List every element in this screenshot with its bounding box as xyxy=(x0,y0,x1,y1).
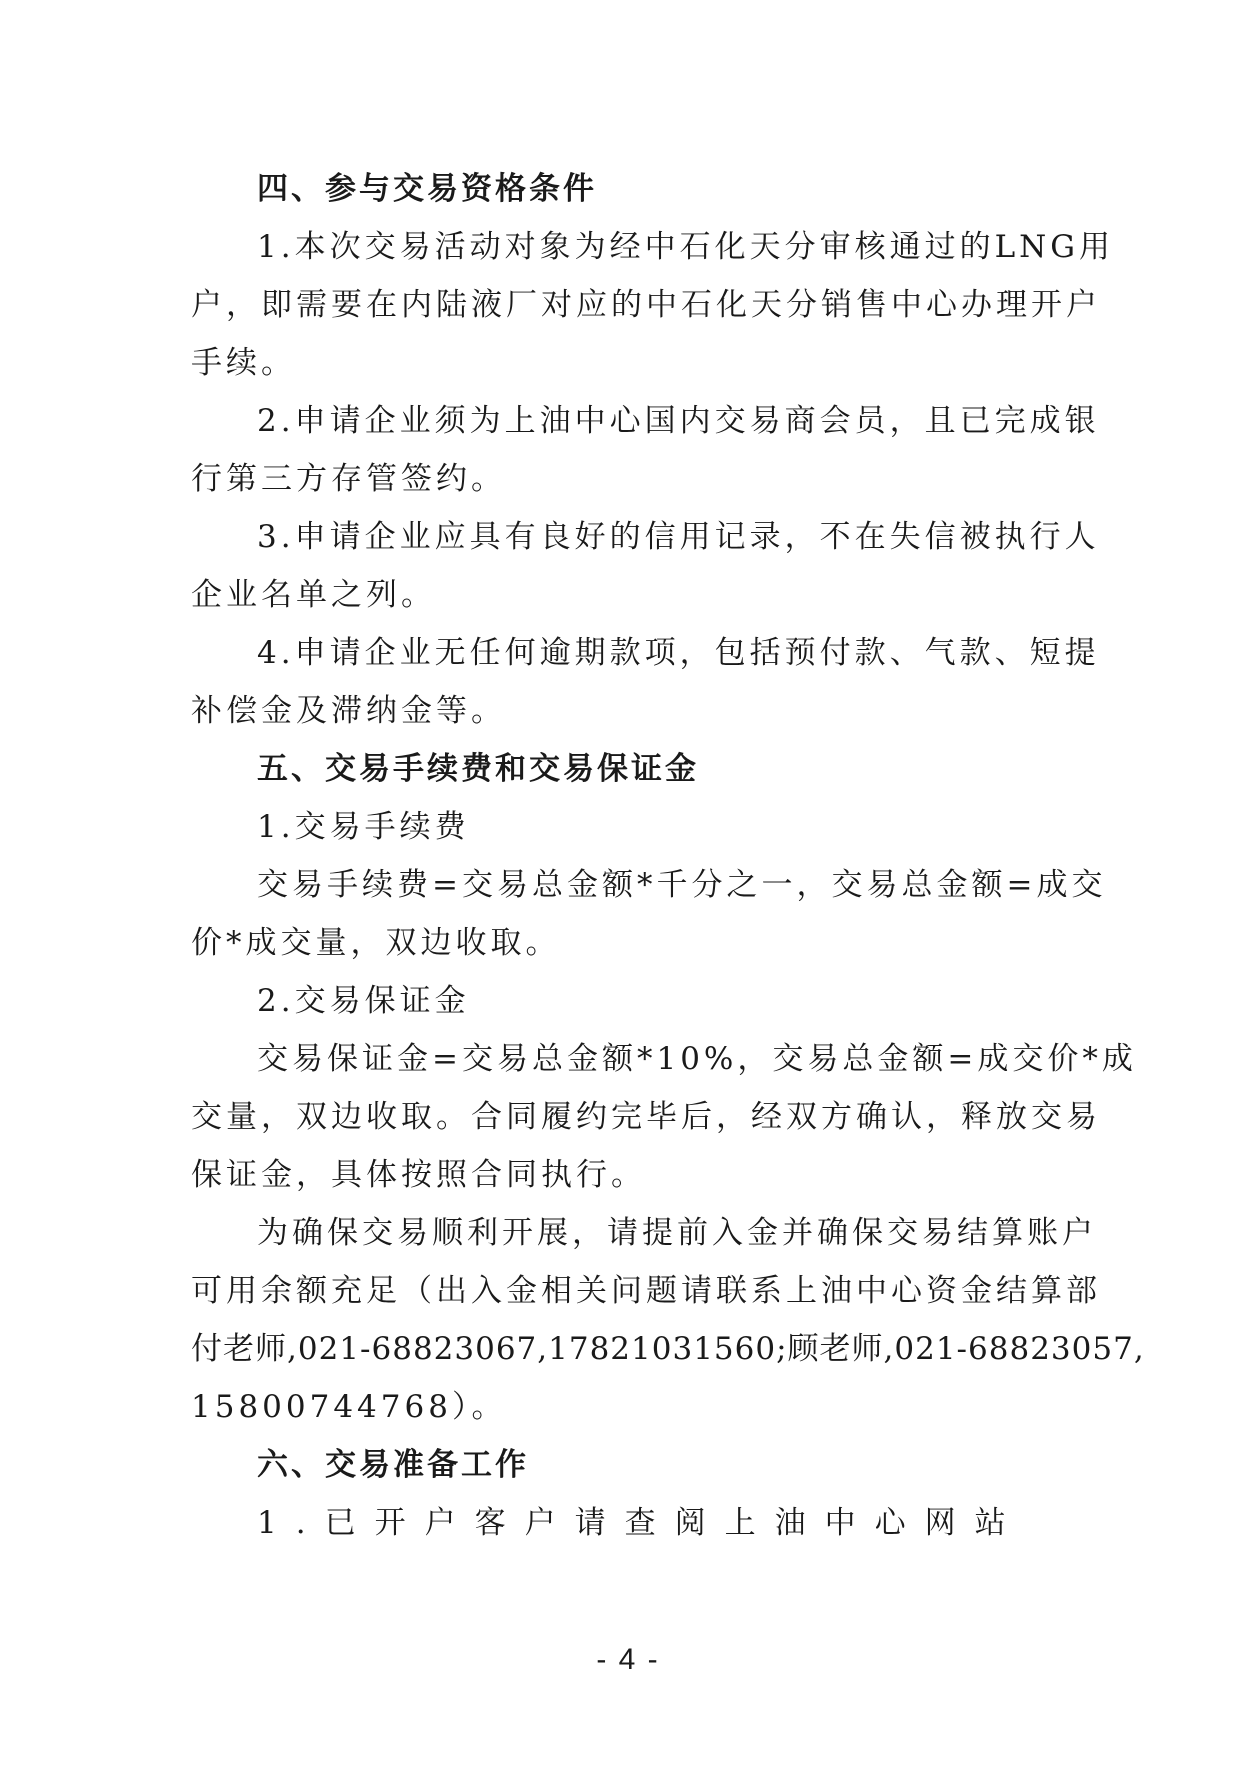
paragraph-line: 为确保交易顺利开展，请提前入金并确保交易结算账户 xyxy=(257,1215,1097,1251)
section-heading-4: 四、参与交易资格条件 xyxy=(257,171,597,207)
paragraph-line: 2.申请企业须为上油中心国内交易商会员，且已完成银 xyxy=(257,403,1100,439)
document-body xyxy=(191,160,1145,1552)
paragraph-line: 保证金，具体按照合同执行。 xyxy=(191,1157,646,1193)
paragraph-line: 1.本次交易活动对象为经中石化天分审核通过的LNG用 xyxy=(257,229,1115,265)
subheading-line: 2.交易保证金 xyxy=(257,983,470,1019)
paragraph-line: 手续。 xyxy=(191,345,296,381)
page-number: - 4 - xyxy=(596,1643,660,1676)
paragraph-line: 交易手续费=交易总金额*千分之一，交易总金额=成交 xyxy=(257,867,1107,903)
paragraph-line: 行第三方存管签约。 xyxy=(191,461,506,497)
section-heading-6: 六、交易准备工作 xyxy=(257,1447,529,1483)
paragraph-line: 补偿金及滞纳金等。 xyxy=(191,693,506,729)
paragraph-line: 企业名单之列。 xyxy=(191,577,436,613)
paragraph-line: 可用余额充足（出入金相关问题请联系上油中心资金结算部 xyxy=(191,1273,1101,1309)
paragraph-line: 交量，双边收取。合同履约完毕后，经双方确认，释放交易 xyxy=(191,1099,1101,1135)
paragraph-line: 1.已开户客户请查阅上油中心网站 xyxy=(257,1505,1025,1541)
paragraph-line: 价*成交量，双边收取。 xyxy=(191,925,561,961)
paragraph-line: 付老师,021-68823067,17821031560;顾老师,021-68823057, xyxy=(191,1331,1145,1367)
paragraph-line: 4.申请企业无任何逾期款项，包括预付款、气款、短提 xyxy=(257,635,1100,671)
paragraph-line: 交易保证金=交易总金额*10%，交易总金额=成交价*成 xyxy=(257,1041,1137,1077)
paragraph-line: 15800744768）。 xyxy=(191,1389,507,1425)
section-heading-5: 五、交易手续费和交易保证金 xyxy=(257,751,699,787)
paragraph-line: 3.申请企业应具有良好的信用记录，不在失信被执行人 xyxy=(257,519,1100,555)
subheading-line: 1.交易手续费 xyxy=(257,809,470,845)
paragraph-line: 户，即需要在内陆液厂对应的中石化天分销售中心办理开户 xyxy=(191,287,1101,323)
